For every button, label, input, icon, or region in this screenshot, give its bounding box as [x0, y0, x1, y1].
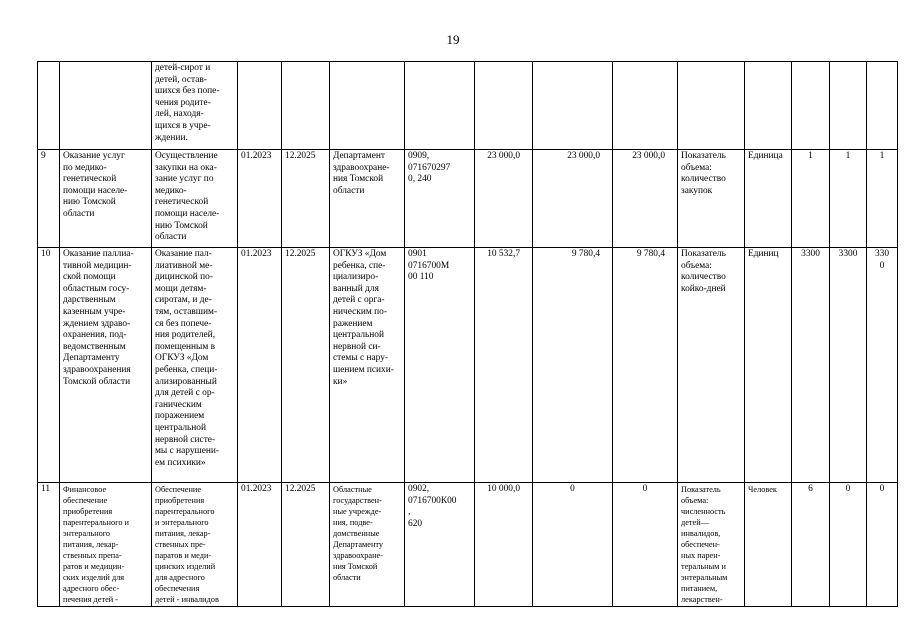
- value-year-2: 1: [830, 150, 867, 248]
- event-name: [60, 62, 152, 150]
- executor: Департамент здравоохране- ния Томской области: [330, 150, 405, 248]
- executor: Областные государствен- ные учрежде- ния, подве- домственные Департаменту здравоохране- ния Томской области: [330, 483, 405, 607]
- value-year-2: 3300: [830, 248, 867, 483]
- end-date: 12.2025: [282, 150, 330, 248]
- unit: [745, 62, 792, 150]
- value-year-3: [867, 62, 898, 150]
- value-year-1: 3300: [792, 248, 830, 483]
- unit: Единица: [745, 150, 792, 248]
- event-description: Обеспечение приобретения парентерального и энтерального питания, лекар- ственных пре- паратов и меди- цинских изделий для адресного обеспечения детей - инвалидов: [152, 483, 238, 607]
- table-row: [38, 248, 898, 483]
- row-number: 11: [38, 483, 60, 607]
- amount-year-1: 23 000,0: [475, 150, 533, 248]
- event-description: Осуществление закупки на ока- зание услуг по медико- генетической помощи населе- нию Томской области: [152, 150, 238, 248]
- amount-year-3: 9 780,4: [613, 248, 678, 483]
- amount-year-2: 23 000,0: [533, 150, 613, 248]
- amount-year-1: 10 532,7: [475, 248, 533, 483]
- row-number: [38, 62, 60, 150]
- indicator: [678, 62, 745, 150]
- value-year-2: 0: [830, 483, 867, 607]
- value-year-1: [792, 62, 830, 150]
- event-description: детей-сирот и детей, остав- шихся без попе- чения родите- лей, находя- щихся в учре- ждении.: [152, 62, 238, 150]
- amount-year-3: 0: [613, 483, 678, 607]
- indicator: Показатель объема: количество койко-дней: [678, 248, 745, 483]
- end-date: [282, 62, 330, 150]
- budget-code: 0902, 0716700К00 , 620: [405, 483, 475, 607]
- start-date: 01.2023: [238, 248, 282, 483]
- page-number: 19: [446, 32, 460, 47]
- amount-year-1: 10 000,0: [475, 483, 533, 607]
- unit: Единиц: [745, 248, 792, 483]
- row-number: 9: [38, 150, 60, 248]
- row-number: 10: [38, 248, 60, 483]
- value-year-3: 330 0: [867, 248, 898, 483]
- event-name: Оказание услуг по медико- генетической помощи населе- нию Томской области: [60, 150, 152, 248]
- indicator: Показатель объема: количество закупок: [678, 150, 745, 248]
- amount-year-2: [533, 62, 613, 150]
- amount-year-2: 0: [533, 483, 613, 607]
- event-description: Оказание пал- лиативной ме- дицинской по- мощи детям- сиротам, и де- тям, оставшим- ся без попече- ния родителей, помещенным в ОГКУЗ «Дом ребенка, специ- ализированный для детей с ор- ганическим поражением центральной нервной систе- мы с нарушени- ем психики»: [152, 248, 238, 483]
- event-name: Оказание паллиа- тивной медицин- ской помощи областным госу- дарственным казенным учре- ждением здраво- охранения, под- ведомственным Департаменту здравоохранения Томской области: [60, 248, 152, 483]
- executor: ОГКУЗ «Дом ребенка, спе- циализиро- ванный для детей с орга- ническим по- ражением центральной нервной си- стемы с нару- шением психи- ки»: [330, 248, 405, 483]
- budget-code: [405, 62, 475, 150]
- executor: [330, 62, 405, 150]
- amount-year-3: [613, 62, 678, 150]
- value-year-2: [830, 62, 867, 150]
- table-row: [38, 150, 898, 248]
- table-row: [38, 483, 898, 607]
- event-name: Финансовое обеспечение приобретения парентерального и энтерального питания, лекар- ственных препа- ратов и медицин- ских изделий для адресного обес- печения детей -: [60, 483, 152, 607]
- amount-year-1: [475, 62, 533, 150]
- end-date: 12.2025: [282, 248, 330, 483]
- table-row: [38, 62, 898, 150]
- value-year-1: 1: [792, 150, 830, 248]
- indicator: Показатель объема: численность детей— инвалидов, обеспечен- ных парен- теральным и энтеральным питанием, лекарствен-: [678, 483, 745, 607]
- program-table: [37, 61, 898, 607]
- start-date: 01.2023: [238, 483, 282, 607]
- start-date: [238, 62, 282, 150]
- amount-year-2: 9 780,4: [533, 248, 613, 483]
- budget-code: 0901 0716700М 00 110: [405, 248, 475, 483]
- budget-code: 0909, 071670297 0, 240: [405, 150, 475, 248]
- amount-year-3: 23 000,0: [613, 150, 678, 248]
- value-year-3: 1: [867, 150, 898, 248]
- value-year-3: 0: [867, 483, 898, 607]
- end-date: 12.2025: [282, 483, 330, 607]
- unit: Человек: [745, 483, 792, 607]
- value-year-1: 6: [792, 483, 830, 607]
- start-date: 01.2023: [238, 150, 282, 248]
